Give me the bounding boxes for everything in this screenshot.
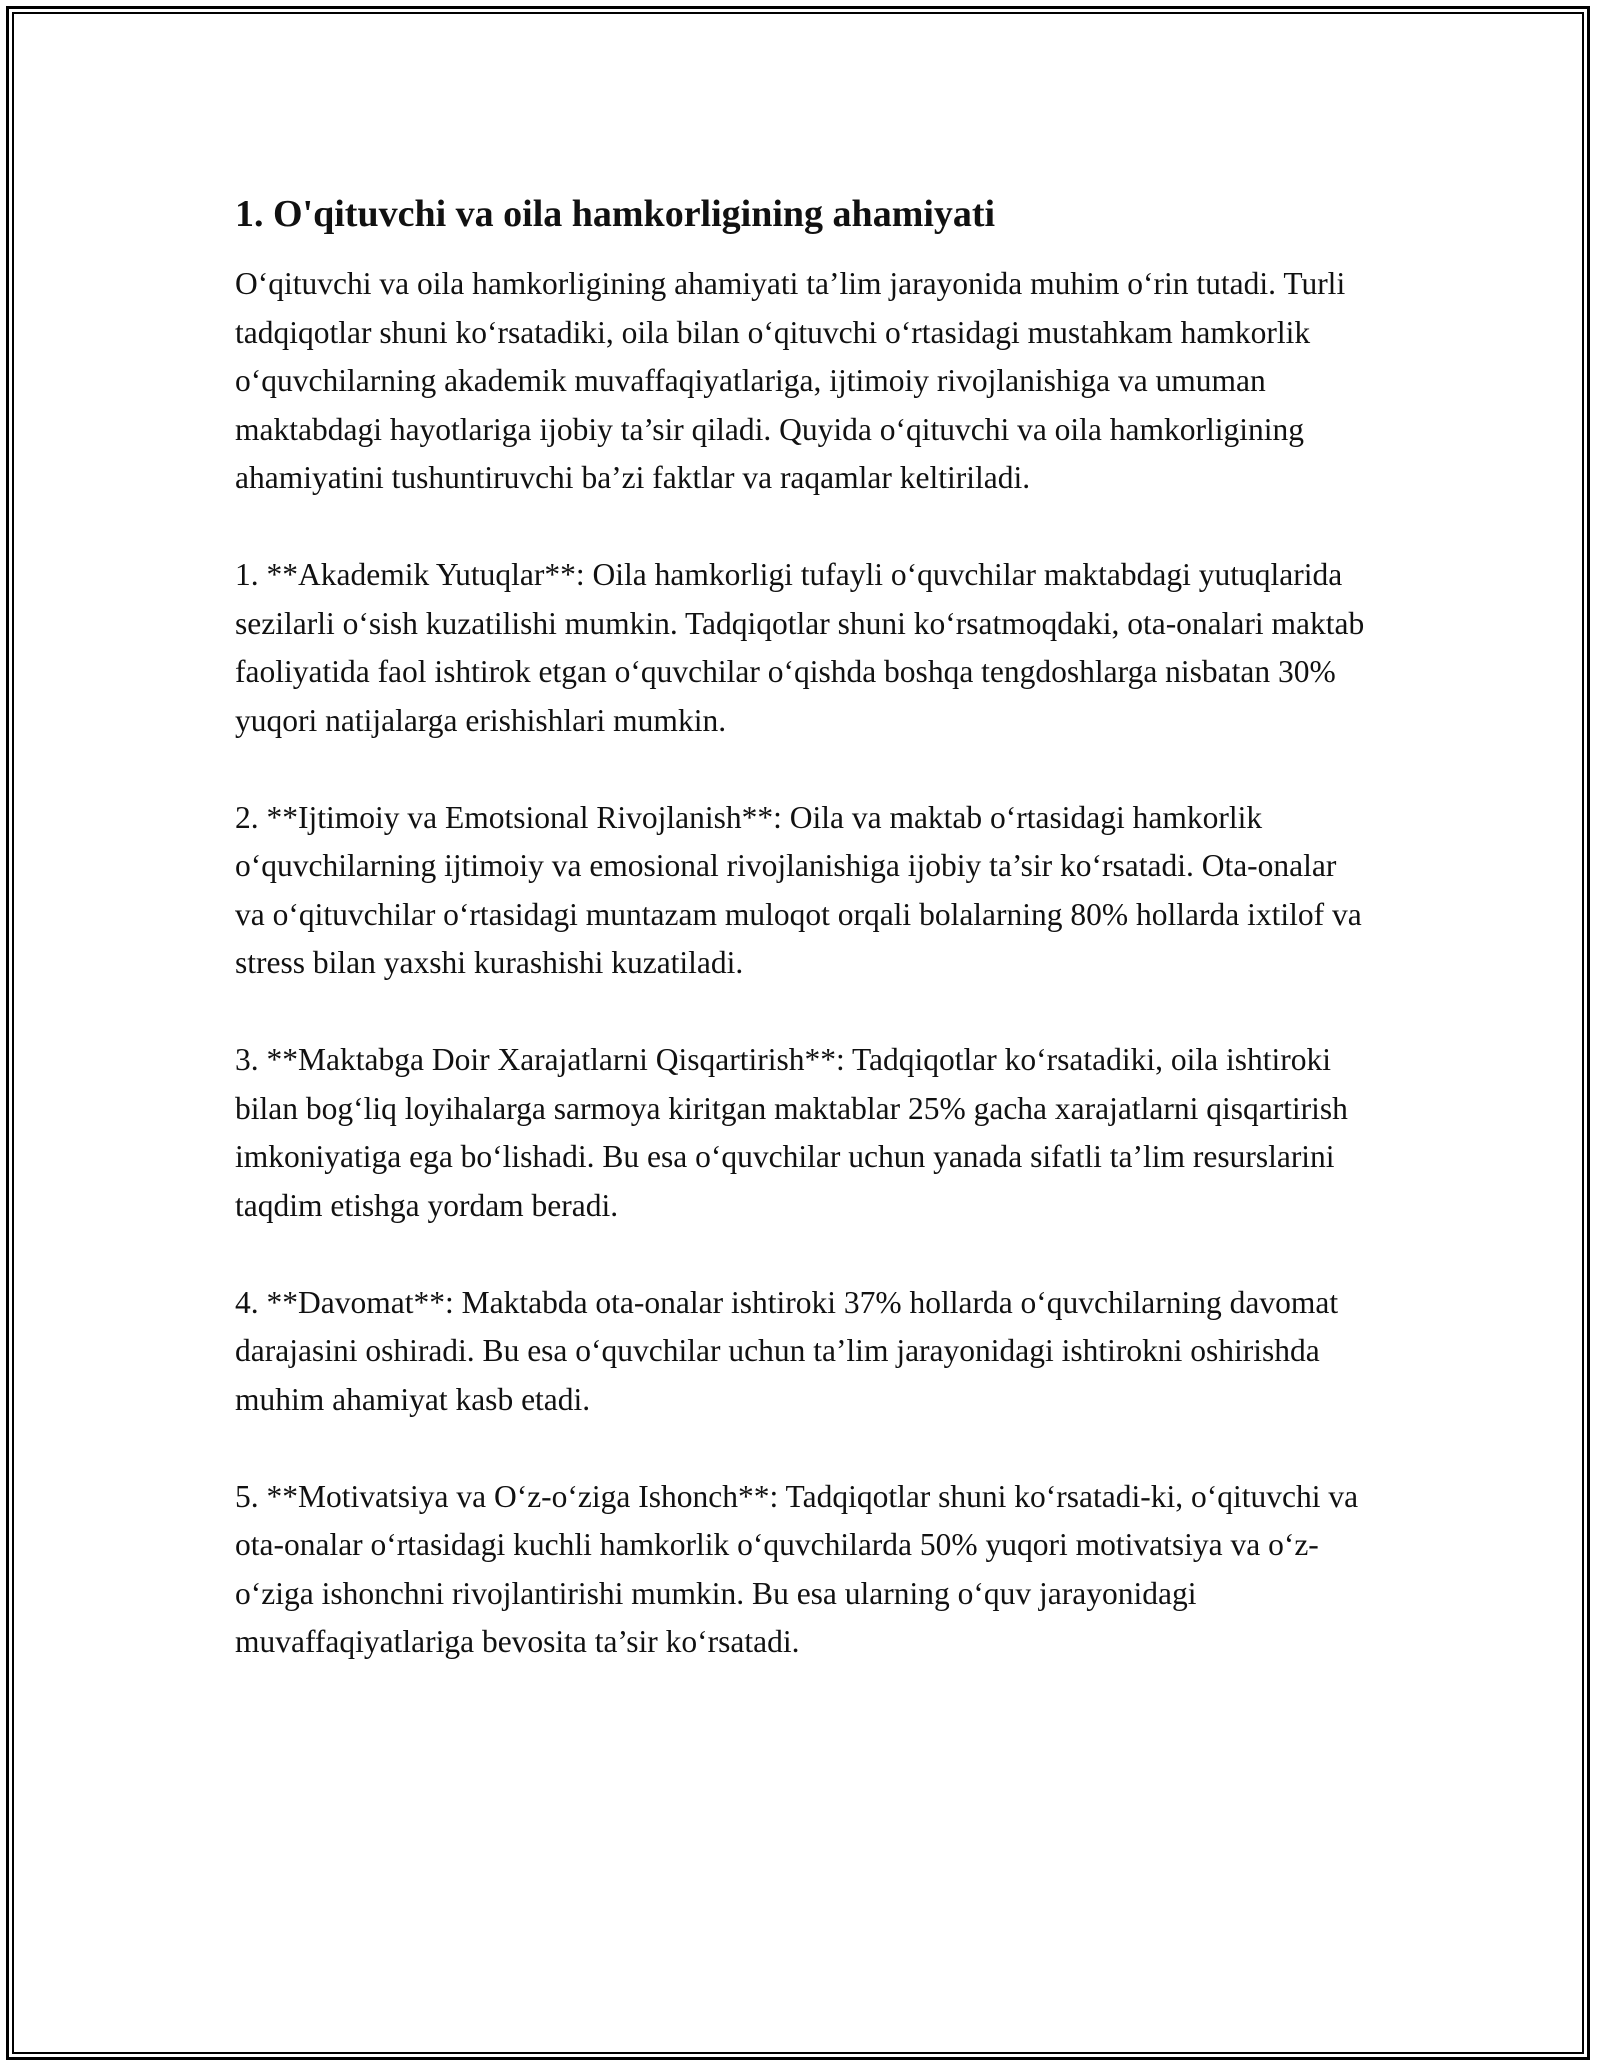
section-heading: 1. O'qituvchi va oila hamkorligining ahamiyati [235, 193, 996, 235]
document-body [235, 186, 1365, 1715]
intro-paragraph: O‘qituvchi va oila hamkorligining ahamiyati ta’lim jarayonida muhim o‘rin tutadi. Turli tadqiqotlar shuni ko‘rsatadiki, oila bilan o‘qituvchi o‘rtasidagi mustahkam hamkorlik o‘quvchilarning akademik muvaffaqiyatlariga, ijtimoiy rivojlanishiga va umuman maktabdagi hayotlariga ijobiy ta’sir qiladi. Quyida o‘qituvchi va oila hamkorligining ahamiyatini tushuntiruvchi ba’zi faktlar va raqamlar keltiriladi. [235, 266, 1346, 495]
point-attendance: 4. **Davomat**: Maktabda ota-onalar ishtiroki 37% hollarda o‘quvchilarning davomat darajasini oshiradi. Bu esa o‘quvchilar uchun ta’lim jarayonidagi ishtirokni oshirishda muhim ahamiyat kasb etadi. [235, 1284, 1339, 1417]
point-academic-achievements: 1. **Akademik Yutuqlar**: Oila hamkorligi tufayli o‘quvchilar maktabdagi yutuqlarida sezilarli o‘sish kuzatilishi mumkin. Tadqiqotlar shuni ko‘rsatmoqdaki, ota-onalari maktab faoliyatida faol ishtirok etgan o‘quvchilar o‘qishda boshqa tengdoshlarga nisbatan 30% yuqori natijalarga erishishlari mumkin. [235, 557, 1365, 738]
point-cost-reduction: 3. **Maktabga Doir Xarajatlarni Qisqartirish**: Tadqiqotlar ko‘rsatadiki, oila ishtiroki bilan bog‘liq loyihalarga sarmoya kiritgan maktablar 25% gacha xarajatlarni qisqartirish imkoniyatiga ega bo‘lishadi. Bu esa o‘quvchilar uchun yanada sifatli ta’lim resurslarini taqdim etishga yordam beradi. [235, 1042, 1348, 1223]
point-social-emotional-development: 2. **Ijtimoiy va Emotsional Rivojlanish**: Oila va maktab o‘rtasidagi hamkorlik o‘quvchilarning ijtimoiy va emosional rivojlanishiga ijobiy ta’sir ko‘rsatadi. Ota-onalar va o‘qituvchilar o‘rtasidagi muntazam muloqot orqali bolalarning 80% hollarda ixtilof va stress bilan yaxshi kurashishi kuzatiladi. [235, 799, 1362, 980]
point-motivation-confidence: 5. **Motivatsiya va O‘z-o‘ziga Ishonch**: Tadqiqotlar shuni ko‘rsatadi-ki, o‘qituvchi va ota-onalar o‘rtasidagi kuchli hamkorlik o‘quvchilarda 50% yuqori motivatsiya va o‘z-o‘ziga ishonchni rivojlantirishi mumkin. Bu esa ularning o‘quv jarayonidagi muvaffaqiyatlariga bevosita ta’sir ko‘rsatadi. [235, 1478, 1359, 1659]
